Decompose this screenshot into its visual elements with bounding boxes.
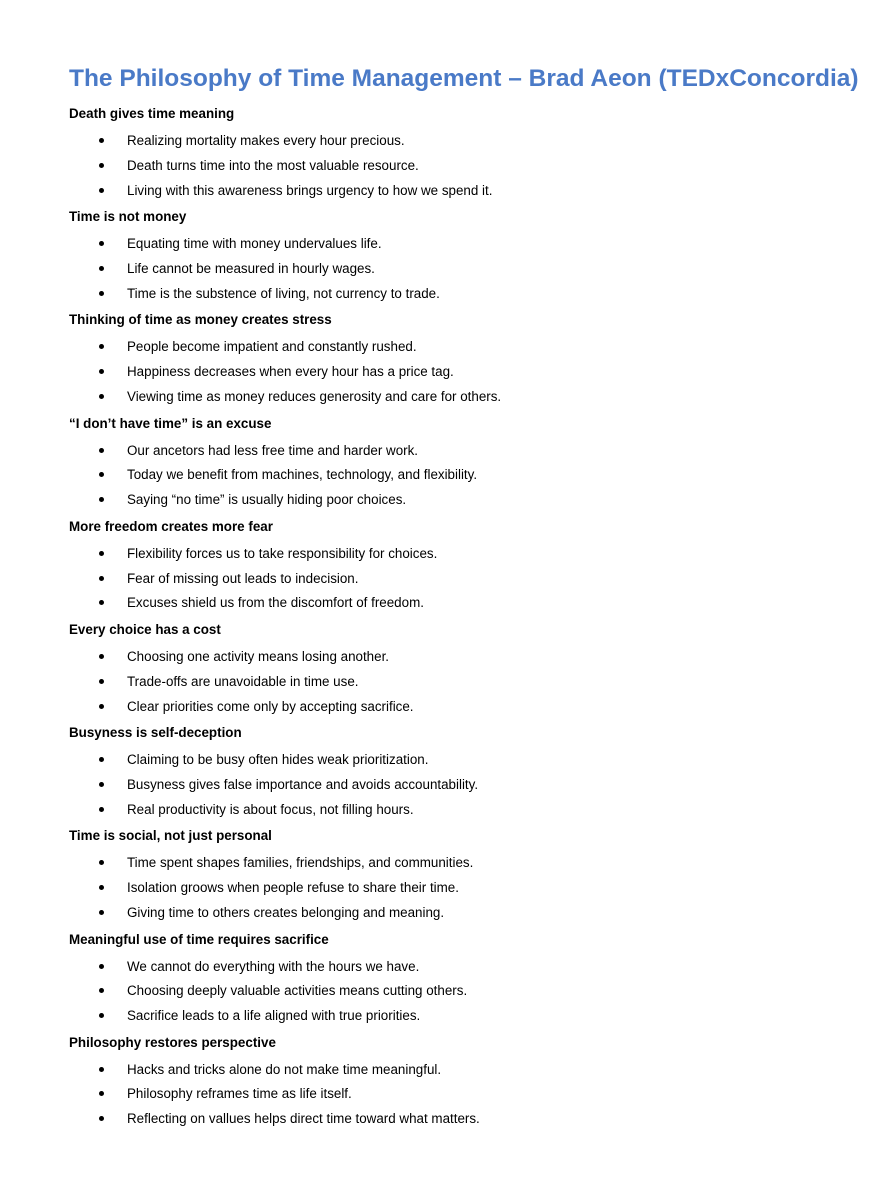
bullet-dot-icon [99, 1116, 104, 1121]
bullet-text: Choosing one activity means losing another. [127, 648, 390, 664]
section-heading: Thinking of time as money creates stress [69, 312, 332, 328]
bullet-text: Real productivity is about focus, not filling hours. [127, 801, 414, 817]
bullet-dot-icon [99, 448, 104, 453]
section-heading: Time is not money [69, 209, 187, 225]
bullet-dot-icon [99, 910, 104, 915]
bullet-dot-icon [99, 1091, 104, 1096]
section-heading: Busyness is self-deception [69, 725, 242, 741]
bullet-text: Life cannot be measured in hourly wages. [127, 260, 375, 276]
bullet-dot-icon [99, 782, 104, 787]
bullet-dot-icon [99, 807, 104, 812]
bullet-text: Time is the substence of living, not currency to trade. [127, 285, 440, 301]
bullet-text: Giving time to others creates belonging and meaning. [127, 904, 445, 920]
bullet-dot-icon [99, 291, 104, 296]
bullet-dot-icon [99, 344, 104, 349]
note-section [69, 1028, 849, 1131]
bullet-text: Isolation groows when people refuse to share their time. [127, 880, 459, 896]
section-heading: Death gives time meaning [69, 106, 235, 121]
bullet-dot-icon [99, 860, 104, 865]
bullet-dot-icon [99, 885, 104, 890]
bullet-dot-icon [99, 163, 104, 168]
bullet-text: Death turns time into the most valuable resource. [127, 157, 419, 173]
section-heading: Meaningful use of time requires sacrifice [69, 931, 329, 947]
note-section [69, 409, 849, 512]
bullet-text: People become impatient and constantly rushed. [127, 339, 417, 355]
section-heading: Time is social, not just personal [69, 828, 272, 844]
bullet-dot-icon [99, 138, 104, 143]
bullet-text: Clear priorities come only by accepting sacrifice. [127, 698, 414, 714]
bullet-dot-icon [99, 757, 104, 762]
bullet-dot-icon [99, 394, 104, 399]
section-heading: More freedom creates more fear [69, 518, 273, 534]
note-section [69, 821, 849, 924]
note-section [69, 615, 849, 718]
bullet-dot-icon [99, 497, 104, 502]
bullet-text: Equating time with money undervalues life. [127, 236, 382, 252]
bullet-text: Excuses shield us from the discomfort of freedom. [127, 595, 424, 611]
notes-body [69, 99, 849, 1131]
bullet-dot-icon [99, 188, 104, 193]
bullet-text: Viewing time as money reduces generosity and care for others. [127, 388, 502, 404]
bullet-dot-icon [99, 266, 104, 271]
bullet-dot-icon [99, 241, 104, 246]
bullet-text: Claiming to be busy often hides weak prioritization. [127, 752, 429, 768]
bullet-text: Hacks and tricks alone do not make time meaningful. [127, 1061, 442, 1077]
bullet-text: Realizing mortality makes every hour precious. [127, 133, 405, 148]
bullet-text: Living with this awareness brings urgency to how we spend it. [127, 182, 493, 198]
bullet-dot-icon [99, 600, 104, 605]
note-section [69, 202, 849, 305]
section-heading: “I don’t have time” is an excuse [69, 415, 272, 431]
bullet-text: Flexibility forces us to take responsibility for choices. [127, 545, 438, 561]
bullet-text: Busyness gives false importance and avoids accountability. [127, 776, 479, 792]
bullet-dot-icon [99, 369, 104, 374]
note-section [69, 99, 849, 202]
note-section [69, 925, 849, 1028]
bullet-text: We cannot do everything with the hours we have. [127, 958, 420, 974]
section-heading: Every choice has a cost [69, 621, 221, 637]
bullet-text: Today we benefit from machines, technology, and flexibility. [127, 467, 478, 483]
bullet-dot-icon [99, 551, 104, 556]
bullet-text: Choosing deeply valuable activities means cutting others. [127, 983, 468, 999]
bullet-text: Happiness decreases when every hour has a price tag. [127, 364, 454, 380]
bullet-dot-icon [99, 1013, 104, 1018]
bullet-text: Our ancetors had less free time and harder work. [127, 442, 419, 458]
note-section [69, 305, 849, 408]
bullet-text: Trade-offs are unavoidable in time use. [127, 673, 359, 689]
bullet-dot-icon [99, 472, 104, 477]
bullet-dot-icon [99, 704, 104, 709]
bullet-text: Sacrifice leads to a life aligned with true priorities. [127, 1008, 421, 1024]
bullet-dot-icon [99, 679, 104, 684]
bullet-text: Saying “no time” is usually hiding poor choices. [127, 492, 407, 508]
bullet-dot-icon [99, 576, 104, 581]
note-section [69, 718, 849, 821]
bullet-dot-icon [99, 1067, 104, 1072]
document-title: The Philosophy of Time Management – Brad Aeon (TEDxConcordia) [69, 65, 859, 92]
note-section [69, 512, 849, 615]
section-heading: Philosophy restores perspective [69, 1034, 276, 1050]
bullet-dot-icon [99, 964, 104, 969]
bullet-dot-icon [99, 654, 104, 659]
bullet-dot-icon [99, 988, 104, 993]
bullet-text: Fear of missing out leads to indecision. [127, 570, 359, 586]
bullet-text: Time spent shapes families, friendships, and communities. [127, 855, 474, 871]
bullet-text: Philosophy reframes time as life itself. [127, 1086, 352, 1102]
bullet-text: Reflecting on vallues helps direct time toward what matters. [127, 1111, 480, 1127]
